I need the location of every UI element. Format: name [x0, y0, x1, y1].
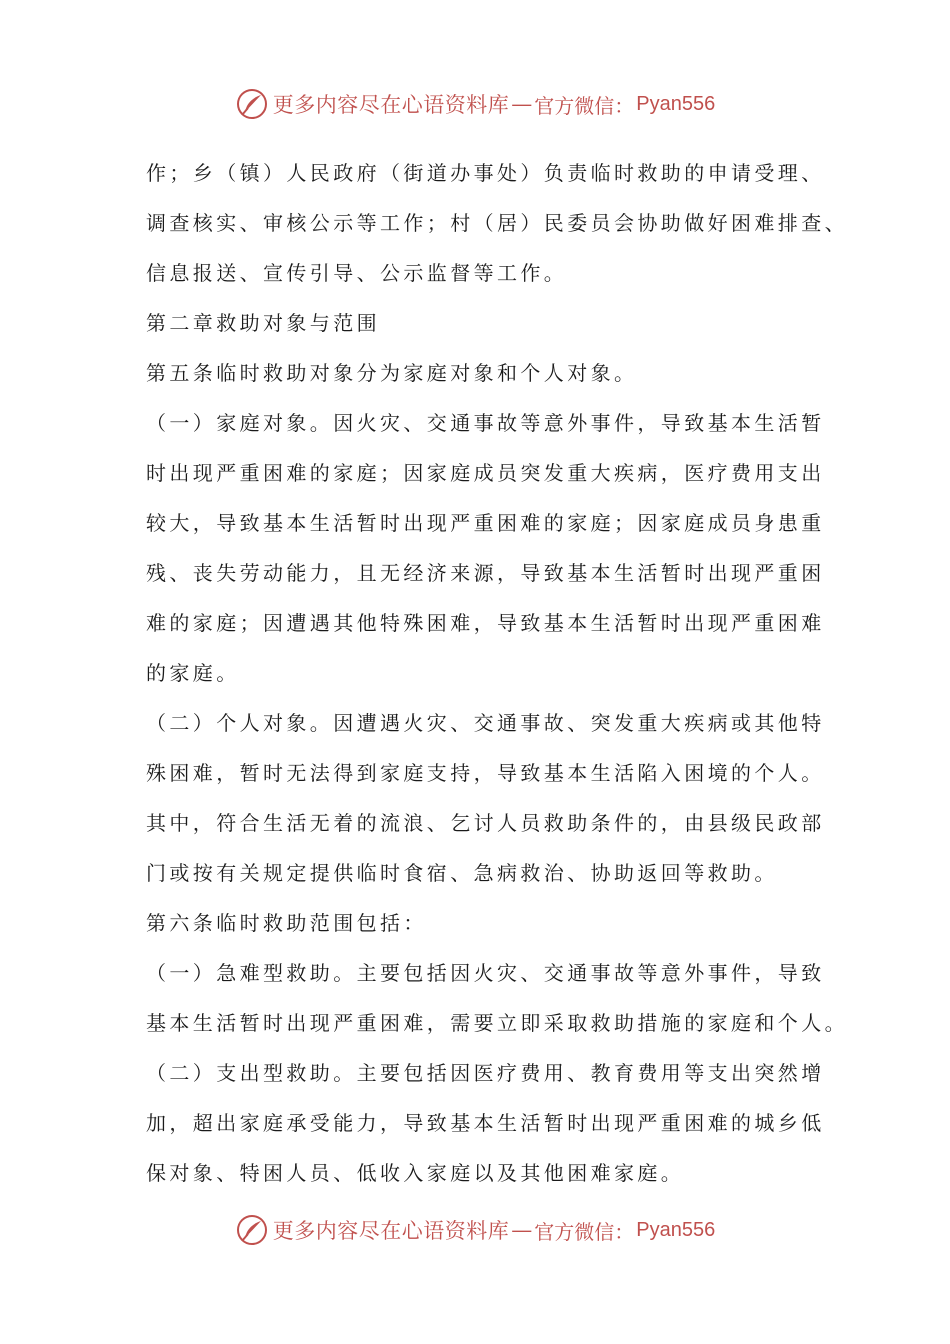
text-line: 时出现严重困难的家庭；因家庭成员突发重大疾病，医疗费用支出: [146, 461, 825, 485]
quill-logo-icon: [235, 87, 269, 121]
wechat-label: 官方微信：: [534, 93, 635, 118]
text-line: （一）急难型救助。主要包括因火灾、交通事故等意外事件，导致: [146, 961, 825, 985]
text-line: 基本生活暂时出现严重困难，需要立即采取救助措施的家庭和个人。: [146, 1011, 848, 1035]
wechat-label: 官方微信：: [534, 1219, 635, 1244]
text-line: 门或按有关规定提供临时食宿、急病救治、协助返回等救助。: [146, 861, 778, 885]
header-banner: [0, 84, 950, 124]
banner-separator: —: [511, 1218, 533, 1242]
banner-main-text: 更多内容尽在心语资料库: [272, 93, 510, 117]
text-line: 保对象、特困人员、低收入家庭以及其他困难家庭。: [146, 1161, 685, 1185]
text-line: （二）个人对象。因遭遇火灾、交通事故、突发重大疾病或其他特: [146, 711, 825, 735]
text-line: 难的家庭；因遭遇其他特殊困难，导致基本生活暂时出现严重困难: [146, 611, 825, 635]
text-line: 调查核实、审核公示等工作；村（居）民委员会协助做好困难排查、: [146, 211, 848, 235]
document-body: [146, 148, 848, 1198]
text-line: 的家庭。: [146, 661, 240, 685]
chapter-heading: 第二章救助对象与范围: [146, 311, 380, 335]
footer-banner: [0, 1210, 950, 1250]
text-line: 残、丧失劳动能力，且无经济来源，导致基本生活暂时出现严重困: [146, 561, 825, 585]
text-line: （二）支出型救助。主要包括因医疗费用、教育费用等支出突然增: [146, 1061, 825, 1085]
text-line: 较大，导致基本生活暂时出现严重困难的家庭；因家庭成员身患重: [146, 511, 825, 535]
quill-logo-icon: [235, 1213, 269, 1247]
text-line: 其中，符合生活无着的流浪、乞讨人员救助条件的，由县级民政部: [146, 811, 825, 835]
article-heading: 第六条临时救助范围包括：: [146, 911, 427, 935]
article-heading: 第五条临时救助对象分为家庭对象和个人对象。: [146, 361, 638, 385]
wechat-id: Pyan556: [636, 92, 716, 115]
text-line: （一）家庭对象。因火灾、交通事故等意外事件，导致基本生活暂: [146, 411, 825, 435]
text-line: 加，超出家庭承受能力，导致基本生活暂时出现严重困难的城乡低: [146, 1111, 825, 1135]
text-line: 信息报送、宣传引导、公示监督等工作。: [146, 261, 568, 285]
banner-separator: —: [511, 92, 533, 116]
wechat-id: Pyan556: [636, 1218, 716, 1241]
text-line: 作；乡（镇）人民政府（街道办事处）负责临时救助的申请受理、: [146, 161, 825, 185]
banner-main-text: 更多内容尽在心语资料库: [272, 1219, 510, 1243]
text-line: 殊困难，暂时无法得到家庭支持，导致基本生活陷入困境的个人。: [146, 761, 825, 785]
